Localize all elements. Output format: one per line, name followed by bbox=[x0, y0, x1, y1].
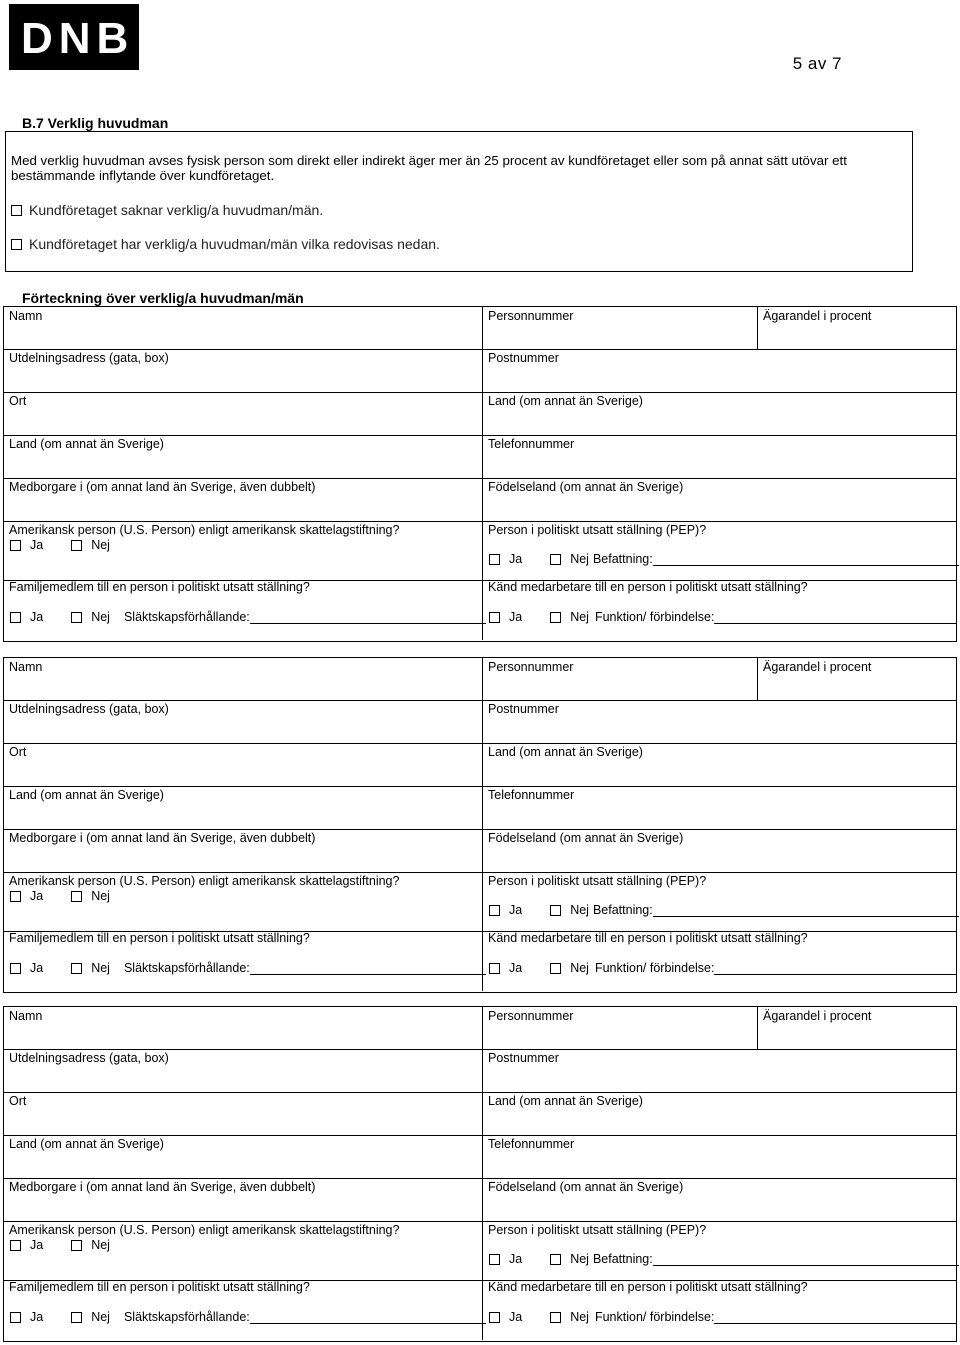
checkbox-ja[interactable] bbox=[10, 1312, 21, 1323]
nej-label: Nej bbox=[91, 610, 110, 624]
label-fodelseland: Födelseland (om annat än Sverige) bbox=[488, 1180, 684, 1194]
owner-block-1 bbox=[3, 306, 957, 642]
checkbox-nej[interactable] bbox=[550, 1254, 561, 1265]
label-familjemedlem: Familjemedlem till en person i politiskt utsatt ställning? bbox=[9, 580, 310, 594]
owner-block-2 bbox=[3, 657, 957, 993]
ja-label: Ja bbox=[30, 889, 44, 903]
label-kand: Känd medarbetare till en person i politiskt utsatt ställning? bbox=[488, 1280, 808, 1294]
nej-label: Nej bbox=[91, 961, 110, 975]
option-label: Kundföretaget saknar verklig/a huvudman/män. bbox=[29, 202, 324, 218]
nej-label: Nej bbox=[91, 538, 110, 552]
divider bbox=[482, 435, 483, 478]
checkbox[interactable] bbox=[11, 205, 22, 216]
divider bbox=[482, 872, 483, 931]
label-postnummer: Postnummer bbox=[488, 1051, 559, 1065]
nej-label: Nej bbox=[570, 552, 589, 566]
info-box bbox=[5, 131, 913, 272]
ja-label: Ja bbox=[509, 552, 523, 566]
slaktskap-field[interactable] bbox=[250, 1310, 486, 1324]
divider bbox=[482, 743, 483, 786]
row-citizenship bbox=[4, 478, 956, 522]
label-personnummer: Personnummer bbox=[488, 309, 574, 323]
divider bbox=[757, 307, 758, 349]
row-city bbox=[4, 392, 956, 436]
checkbox-nej[interactable] bbox=[71, 963, 82, 974]
family-options bbox=[10, 610, 486, 624]
row-address bbox=[4, 700, 956, 744]
label-medborgare: Medborgare i (om annat land än Sverige, även dubbelt) bbox=[9, 831, 316, 845]
slaktskap-label: Släktskapsförhållande: bbox=[123, 961, 250, 975]
ja-label: Ja bbox=[30, 961, 44, 975]
row-country bbox=[4, 435, 956, 479]
label-pep: Person i politiskt utsatt ställning (PEP)? bbox=[488, 1223, 707, 1237]
row-country bbox=[4, 786, 956, 830]
label-telefonnummer: Telefonnummer bbox=[488, 437, 575, 451]
us-person-options bbox=[10, 1238, 110, 1252]
checkbox-nej[interactable] bbox=[71, 612, 82, 623]
befattning-field[interactable] bbox=[653, 903, 959, 917]
checkbox-nej[interactable] bbox=[550, 1312, 561, 1323]
row-us-pep bbox=[4, 1221, 956, 1281]
row-us-pep bbox=[4, 872, 956, 932]
checkbox-ja[interactable] bbox=[489, 1312, 500, 1323]
checkbox-ja[interactable] bbox=[10, 1240, 21, 1251]
page-number: 5 av 7 bbox=[792, 54, 842, 73]
pep-options bbox=[489, 1252, 959, 1266]
checkbox-ja[interactable] bbox=[10, 540, 21, 551]
family-options bbox=[10, 961, 486, 975]
checkbox-ja[interactable] bbox=[489, 1254, 500, 1265]
option-label: Kundföretaget har verklig/a huvudman/män vilka redovisas nedan. bbox=[29, 236, 440, 252]
dnb-logo: DNB bbox=[9, 4, 139, 70]
label-medborgare: Medborgare i (om annat land än Sverige, även dubbelt) bbox=[9, 480, 316, 494]
checkbox-ja[interactable] bbox=[489, 963, 500, 974]
row-name bbox=[4, 658, 956, 701]
slaktskap-label: Släktskapsförhållande: bbox=[123, 610, 250, 624]
label-fodelseland: Födelseland (om annat än Sverige) bbox=[488, 831, 684, 845]
divider bbox=[482, 700, 483, 743]
ja-label: Ja bbox=[509, 903, 523, 917]
funktion-label: Funktion/ förbindelse: bbox=[594, 610, 715, 624]
row-country bbox=[4, 1135, 956, 1179]
checkbox-ja[interactable] bbox=[489, 554, 500, 565]
befattning-label: Befattning: bbox=[592, 903, 653, 917]
row-address bbox=[4, 1049, 956, 1093]
divider bbox=[482, 478, 483, 521]
checkbox-ja[interactable] bbox=[489, 905, 500, 916]
slaktskap-label: Släktskapsförhållande: bbox=[123, 1310, 250, 1324]
divider bbox=[482, 392, 483, 435]
label-namn: Namn bbox=[9, 309, 43, 323]
label-ort: Ort bbox=[9, 1094, 27, 1108]
row-address bbox=[4, 349, 956, 393]
divider bbox=[757, 1007, 758, 1049]
divider bbox=[482, 307, 483, 349]
divider bbox=[757, 658, 758, 700]
befattning-label: Befattning: bbox=[592, 1252, 653, 1266]
divider bbox=[482, 1178, 483, 1221]
label-land: Land (om annat än Sverige) bbox=[9, 437, 164, 451]
divider bbox=[482, 829, 483, 872]
checkbox-nej[interactable] bbox=[550, 905, 561, 916]
family-options bbox=[10, 1310, 486, 1324]
label-postnummer: Postnummer bbox=[488, 702, 559, 716]
label-ort: Ort bbox=[9, 745, 27, 759]
label-land: Land (om annat än Sverige) bbox=[488, 1094, 643, 1108]
divider bbox=[482, 1049, 483, 1092]
befattning-field[interactable] bbox=[653, 1252, 959, 1266]
divider bbox=[482, 1135, 483, 1178]
ja-label: Ja bbox=[509, 1252, 523, 1266]
ja-label: Ja bbox=[509, 961, 523, 975]
ja-label: Ja bbox=[30, 1310, 44, 1324]
label-familjemedlem: Familjemedlem till en person i politiskt utsatt ställning? bbox=[9, 931, 310, 945]
label-telefonnummer: Telefonnummer bbox=[488, 788, 575, 802]
befattning-label: Befattning: bbox=[592, 552, 653, 566]
label-utdelningsadress: Utdelningsadress (gata, box) bbox=[9, 702, 169, 716]
funktion-field[interactable] bbox=[714, 610, 956, 624]
label-personnummer: Personnummer bbox=[488, 660, 574, 674]
funktion-label: Funktion/ förbindelse: bbox=[594, 1310, 715, 1324]
divider bbox=[482, 521, 483, 580]
row-name bbox=[4, 1007, 956, 1050]
label-kand: Känd medarbetare till en person i politiskt utsatt ställning? bbox=[488, 580, 808, 594]
ja-label: Ja bbox=[30, 610, 44, 624]
label-amerikansk: Amerikansk person (U.S. Person) enligt amerikansk skattelagstiftning? bbox=[9, 523, 400, 537]
nej-label: Nej bbox=[570, 610, 589, 624]
nej-label: Nej bbox=[570, 961, 589, 975]
befattning-field[interactable] bbox=[653, 552, 959, 566]
nej-label: Nej bbox=[91, 1238, 110, 1252]
label-land: Land (om annat än Sverige) bbox=[9, 788, 164, 802]
funktion-label: Funktion/ förbindelse: bbox=[594, 961, 715, 975]
funktion-field[interactable] bbox=[714, 961, 956, 975]
pep-options bbox=[489, 903, 959, 917]
label-land: Land (om annat än Sverige) bbox=[9, 1137, 164, 1151]
divider bbox=[482, 349, 483, 392]
row-family-colleague bbox=[4, 931, 956, 991]
label-ort: Ort bbox=[9, 394, 27, 408]
row-family-colleague bbox=[4, 580, 956, 640]
ja-label: Ja bbox=[30, 1238, 44, 1252]
row-citizenship bbox=[4, 1178, 956, 1222]
colleague-options bbox=[489, 610, 956, 624]
owner-block-3 bbox=[3, 1006, 957, 1342]
funktion-field[interactable] bbox=[714, 1310, 956, 1324]
label-utdelningsadress: Utdelningsadress (gata, box) bbox=[9, 1051, 169, 1065]
info-description: Med verklig huvudman avses fysisk person som direkt eller indirekt äger mer än 25 procent av kundföretaget eller som på annat sätt utövar ett bestämmande inflytande över kundföretaget. bbox=[11, 153, 847, 183]
label-land: Land (om annat än Sverige) bbox=[488, 394, 643, 408]
checkbox-nej[interactable] bbox=[550, 963, 561, 974]
pep-options bbox=[489, 552, 959, 566]
label-familjemedlem: Familjemedlem till en person i politiskt utsatt ställning? bbox=[9, 1280, 310, 1294]
checkbox-nej[interactable] bbox=[71, 540, 82, 551]
checkbox-nej[interactable] bbox=[71, 891, 82, 902]
label-agarandel: Ägarandel i procent bbox=[763, 1009, 872, 1023]
label-medborgare: Medborgare i (om annat land än Sverige, även dubbelt) bbox=[9, 1180, 316, 1194]
checkbox-ja[interactable] bbox=[10, 891, 21, 902]
label-telefonnummer: Telefonnummer bbox=[488, 1137, 575, 1151]
nej-label: Nej bbox=[570, 1310, 589, 1324]
us-person-options bbox=[10, 538, 110, 552]
label-namn: Namn bbox=[9, 660, 43, 674]
checkbox-ja[interactable] bbox=[10, 612, 21, 623]
label-agarandel: Ägarandel i procent bbox=[763, 660, 872, 674]
divider bbox=[482, 1007, 483, 1049]
checkbox-ja[interactable] bbox=[489, 612, 500, 623]
row-family-colleague bbox=[4, 1280, 956, 1340]
section-title: B.7 Verklig huvudman bbox=[22, 115, 169, 131]
divider bbox=[482, 1092, 483, 1135]
label-personnummer: Personnummer bbox=[488, 1009, 574, 1023]
nej-label: Nej bbox=[91, 889, 110, 903]
label-agarandel: Ägarandel i procent bbox=[763, 309, 872, 323]
checkbox-nej[interactable] bbox=[550, 612, 561, 623]
colleague-options bbox=[489, 961, 956, 975]
row-citizenship bbox=[4, 829, 956, 873]
label-postnummer: Postnummer bbox=[488, 351, 559, 365]
row-city bbox=[4, 1092, 956, 1136]
nej-label: Nej bbox=[91, 1310, 110, 1324]
ja-label: Ja bbox=[509, 1310, 523, 1324]
colleague-options bbox=[489, 1310, 956, 1324]
divider bbox=[482, 1221, 483, 1280]
row-name bbox=[4, 307, 956, 350]
slaktskap-field[interactable] bbox=[250, 610, 486, 624]
option-has-owner[interactable] bbox=[11, 236, 440, 252]
label-land: Land (om annat än Sverige) bbox=[488, 745, 643, 759]
label-namn: Namn bbox=[9, 1009, 43, 1023]
list-title: Förteckning över verklig/a huvudman/män bbox=[22, 290, 304, 306]
checkbox[interactable] bbox=[11, 239, 22, 250]
row-us-pep bbox=[4, 521, 956, 581]
label-pep: Person i politiskt utsatt ställning (PEP)? bbox=[488, 523, 707, 537]
slaktskap-field[interactable] bbox=[250, 961, 486, 975]
us-person-options bbox=[10, 889, 110, 903]
ja-label: Ja bbox=[30, 538, 44, 552]
label-fodelseland: Födelseland (om annat än Sverige) bbox=[488, 480, 684, 494]
divider bbox=[482, 658, 483, 700]
option-no-owner[interactable] bbox=[11, 202, 323, 218]
checkbox-nej[interactable] bbox=[71, 1312, 82, 1323]
nej-label: Nej bbox=[570, 903, 589, 917]
checkbox-nej[interactable] bbox=[550, 554, 561, 565]
label-kand: Känd medarbetare till en person i politiskt utsatt ställning? bbox=[488, 931, 808, 945]
label-utdelningsadress: Utdelningsadress (gata, box) bbox=[9, 351, 169, 365]
label-pep: Person i politiskt utsatt ställning (PEP)? bbox=[488, 874, 707, 888]
nej-label: Nej bbox=[570, 1252, 589, 1266]
checkbox-ja[interactable] bbox=[10, 963, 21, 974]
label-amerikansk: Amerikansk person (U.S. Person) enligt amerikansk skattelagstiftning? bbox=[9, 1223, 400, 1237]
label-amerikansk: Amerikansk person (U.S. Person) enligt amerikansk skattelagstiftning? bbox=[9, 874, 400, 888]
row-city bbox=[4, 743, 956, 787]
divider bbox=[482, 786, 483, 829]
checkbox-nej[interactable] bbox=[71, 1240, 82, 1251]
ja-label: Ja bbox=[509, 610, 523, 624]
